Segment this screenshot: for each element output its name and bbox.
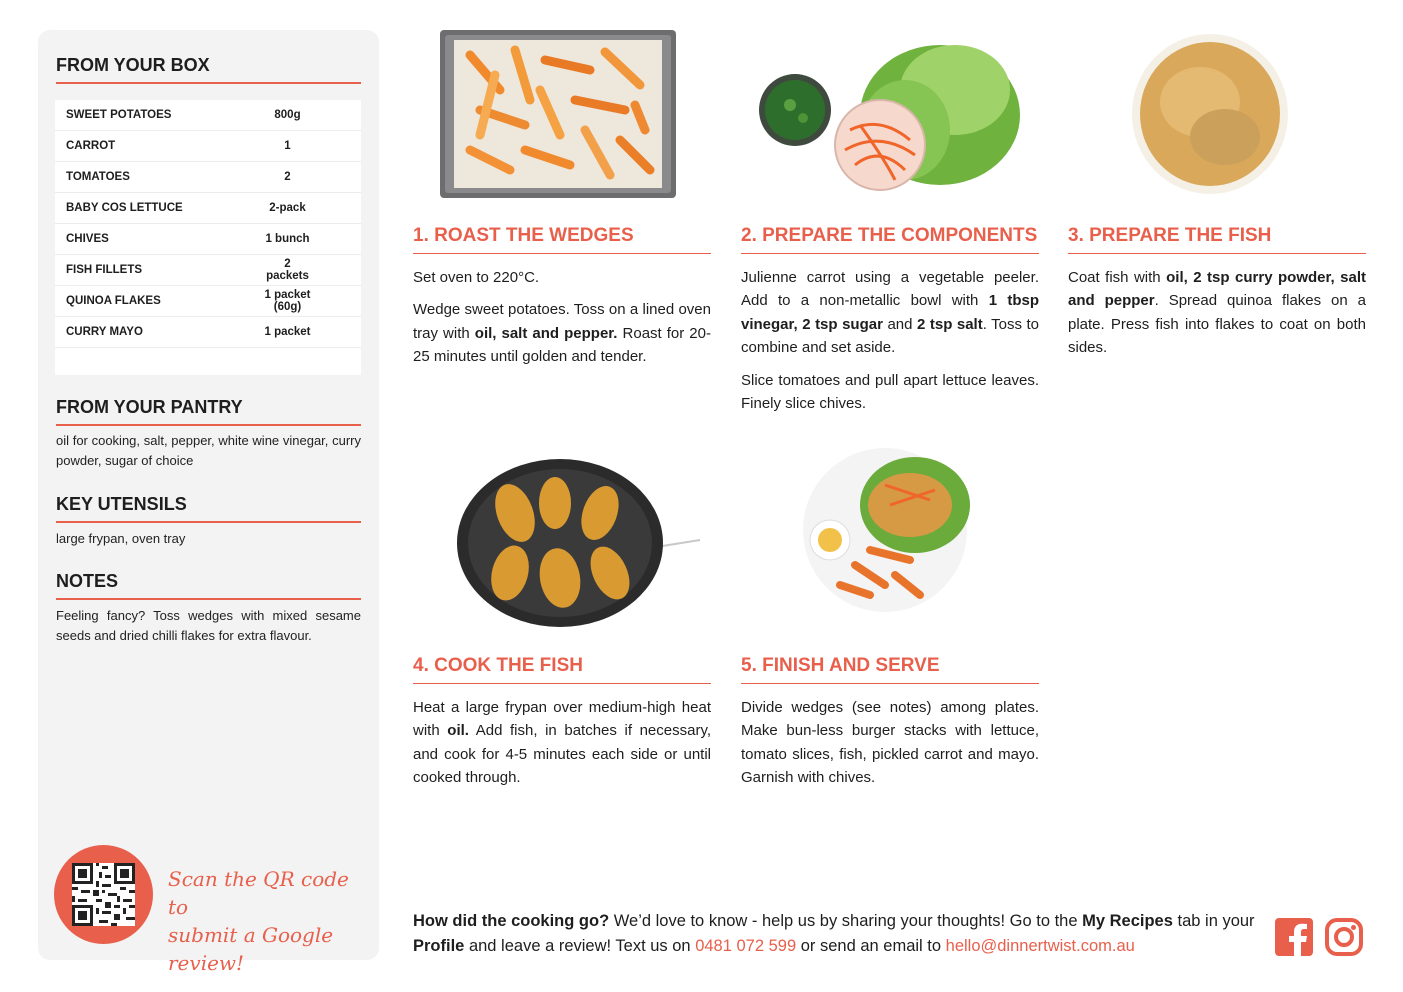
ingredient-qty: 2 bbox=[284, 171, 291, 183]
ingredient-qty: 2-pack bbox=[269, 202, 306, 214]
phone-link[interactable]: 0481 072 599 bbox=[695, 937, 797, 955]
components-image bbox=[755, 30, 1025, 200]
notes-text: Feeling fancy? Toss wedges with mixed sesame seeds and dried chilli flakes for extra flavour. bbox=[56, 608, 361, 643]
review-footer: How did the cooking go? We’d love to know - help us by sharing your thoughts! Go to the My Recipes tab in your Profile and leave a review! Text us on 0481 072 599 or send an email to hello@dinnertwist.com.au bbox=[413, 912, 1255, 955]
from-your-pantry-heading: FROM YOUR PANTRY bbox=[56, 397, 361, 426]
step-2-text: Slice tomatoes and pull apart lettuce leaves. Finely slice chives. bbox=[741, 371, 1039, 413]
email-link[interactable]: hello@dinnertwist.com.au bbox=[945, 937, 1135, 955]
step-1-body bbox=[413, 266, 711, 378]
ingredient-qty: 1 bbox=[284, 140, 291, 152]
step-5-title: 5. FINISH AND SERVE bbox=[741, 655, 1039, 684]
table-row bbox=[55, 131, 361, 162]
ingredient-name: SWEET POTATOES bbox=[66, 109, 172, 121]
qr-caption bbox=[168, 865, 368, 977]
ingredient-qty: 2 packets bbox=[266, 258, 309, 282]
table-row bbox=[55, 224, 361, 255]
step-5-body bbox=[741, 696, 1039, 799]
ingredient-qty: 1 packet bbox=[264, 326, 311, 338]
table-row bbox=[55, 255, 361, 286]
step-4-title: 4. COOK THE FISH bbox=[413, 655, 711, 684]
my-recipes-label: My Recipes bbox=[1082, 912, 1173, 930]
step-4-text: Heat a large frypan over medium-high heat with oil. Add fish, in batches if necessary, and cook for 4-5 minutes each side or until cooked through. bbox=[413, 699, 712, 787]
ingredient-name: CARROT bbox=[66, 140, 116, 152]
ingredients-table bbox=[55, 100, 361, 375]
profile-label: Profile bbox=[413, 937, 465, 955]
step-3-body bbox=[1068, 266, 1366, 369]
ingredient-name: QUINOA FLAKES bbox=[66, 295, 161, 307]
coated-fish-image bbox=[1130, 32, 1290, 197]
facebook-icon[interactable] bbox=[1275, 918, 1313, 956]
key-utensils-heading: KEY UTENSILS bbox=[56, 494, 361, 523]
ingredient-name: CHIVES bbox=[66, 233, 109, 245]
table-row bbox=[55, 317, 361, 348]
step-1-title: 1. ROAST THE WEDGES bbox=[413, 225, 711, 254]
table-row bbox=[55, 100, 361, 131]
qr-code-icon[interactable] bbox=[72, 863, 135, 926]
finished-plate-image bbox=[800, 445, 975, 615]
ingredient-name: BABY COS LETTUCE bbox=[66, 202, 183, 214]
step-1-text: Set oven to 220°C. bbox=[413, 269, 540, 286]
step-1-text: Wedge sweet potatoes. Toss on a lined oven tray with oil, salt and pepper. Roast for 20-25 minutes until golden and tender. bbox=[413, 301, 711, 366]
ingredient-qty: 800g bbox=[274, 109, 301, 121]
qr-caption-line: submit a Google review! bbox=[168, 923, 334, 975]
step-5-text: Divide wedges (see notes) among plates. Make bun-less burger stacks with lettuce, tomato slices, fish, pickled carrot and mayo. Garnish with chives. bbox=[741, 699, 1039, 787]
step-2-body bbox=[741, 266, 1039, 424]
qr-badge[interactable] bbox=[54, 845, 153, 944]
roasted-wedges-image bbox=[440, 30, 676, 198]
ingredient-name: CURRY MAYO bbox=[66, 326, 143, 338]
step-3-title: 3. PREPARE THE FISH bbox=[1068, 225, 1366, 254]
table-row bbox=[55, 193, 361, 224]
from-your-box-heading: FROM YOUR BOX bbox=[56, 55, 361, 84]
ingredient-qty: 1 bunch bbox=[265, 233, 310, 245]
step-4-body bbox=[413, 696, 711, 799]
footer-question: How did the cooking go? bbox=[413, 912, 610, 930]
utensils-text: large frypan, oven tray bbox=[56, 531, 186, 546]
frypan-fish-image bbox=[455, 458, 705, 628]
pantry-text: oil for cooking, salt, pepper, white wine vinegar, curry powder, sugar of choice bbox=[56, 433, 361, 468]
step-3-text: Coat fish with oil, 2 tsp curry powder, salt and pepper. Spread quinoa flakes on a plate. Press fish into flakes to coat on both sides. bbox=[1068, 269, 1366, 357]
instagram-icon[interactable] bbox=[1325, 918, 1363, 956]
step-2-title: 2. PREPARE THE COMPONENTS bbox=[741, 225, 1039, 254]
sidebar bbox=[38, 30, 379, 975]
table-row bbox=[55, 162, 361, 193]
qr-caption-line: Scan the QR code to bbox=[168, 867, 349, 919]
notes-heading: NOTES bbox=[56, 571, 361, 600]
step-2-text: Julienne carrot using a vegetable peeler. Add to a non-metallic bowl with 1 tbsp vinegar, 2 tsp sugar and 2 tsp salt. Toss to combine and set aside. bbox=[741, 269, 1039, 357]
table-row bbox=[55, 286, 361, 317]
ingredient-qty: 1 packet (60g) bbox=[264, 289, 311, 313]
ingredient-name: FISH FILLETS bbox=[66, 264, 143, 276]
ingredient-name: TOMATOES bbox=[66, 171, 130, 183]
